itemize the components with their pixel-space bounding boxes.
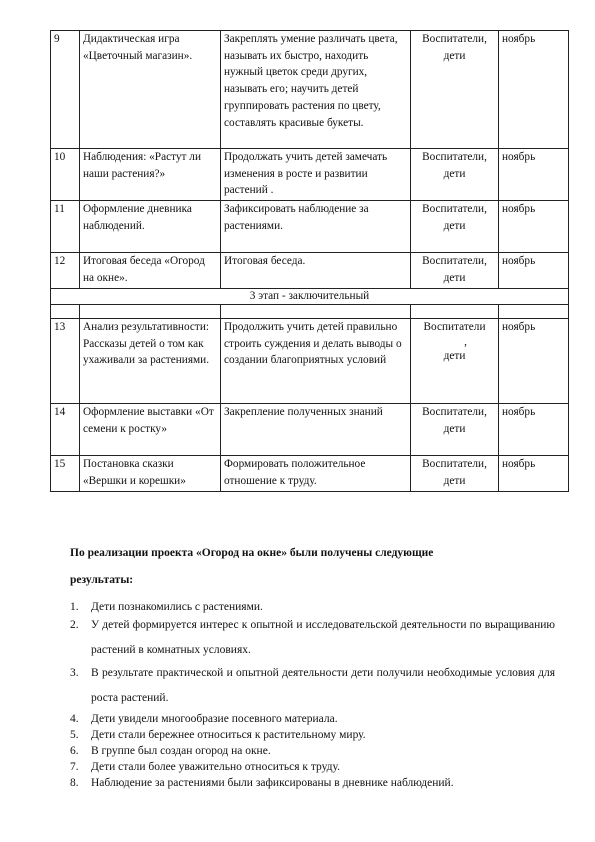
empty-cell <box>80 305 221 319</box>
participants-cell: Воспитатели, дети <box>411 201 499 253</box>
activity-cell: Постановка сказки «Вершки и корешки» <box>80 456 221 492</box>
month-cell: ноябрь <box>499 404 569 456</box>
results-section <box>70 540 555 791</box>
item-number: 7. <box>70 761 79 773</box>
stage-label: 3 этап - заключительный <box>51 289 569 305</box>
item-text: Дети стали бережнее относиться к растительному миру. <box>91 729 366 741</box>
list-item <box>70 743 555 759</box>
goal-cell: Продолжить учить детей правильно строить суждения и делать выводы о создании благоприятных условий <box>221 319 411 404</box>
item-text: Дети стали более уважительно относиться к труду. <box>91 761 340 773</box>
results-heading <box>70 540 555 594</box>
list-item <box>70 665 555 711</box>
empty-cell <box>221 305 411 319</box>
table-row <box>51 201 569 253</box>
participants-line: Воспитатели <box>423 321 486 333</box>
item-number: 8. <box>70 777 79 789</box>
goal-cell: Закрепление полученных знаний <box>221 404 411 456</box>
item-number: 4. <box>70 713 79 725</box>
item-number: 1. <box>70 601 79 613</box>
item-text: В результате практической и опытной деятельности дети получили необходимые условия для роста растений. <box>91 667 555 704</box>
activity-cell: Итоговая беседа «Огород на окне». <box>80 253 221 289</box>
goal-cell: Зафиксировать наблюдение за растениями. <box>221 201 411 253</box>
row-number: 15 <box>51 456 80 492</box>
table-row <box>51 319 569 404</box>
empty-cell <box>499 305 569 319</box>
item-text: В группе был создан огород на окне. <box>91 745 271 757</box>
participants-line: дети <box>443 349 466 362</box>
list-item <box>70 775 555 791</box>
activity-cell: Анализ результативности: Рассказы детей о том как ухаживали за растениями. <box>80 319 221 404</box>
month-cell: ноябрь <box>499 149 569 201</box>
row-number: 10 <box>51 149 80 201</box>
table-row <box>51 456 569 492</box>
month-cell: ноябрь <box>499 253 569 289</box>
empty-cell <box>411 305 499 319</box>
month-cell: ноябрь <box>499 456 569 492</box>
goal-cell: Формировать положительное отношение к труду. <box>221 456 411 492</box>
list-item <box>70 617 555 663</box>
participants-cell: Воспитатели, дети <box>411 31 499 149</box>
participants-cell: Воспитатели, дети <box>411 149 499 201</box>
project-plan-table <box>50 30 569 492</box>
item-text: Наблюдение за растениями были зафиксированы в дневнике наблюдений. <box>91 777 454 789</box>
row-number: 13 <box>51 319 80 404</box>
item-number: 2. <box>70 619 79 631</box>
table-row <box>51 149 569 201</box>
month-cell: ноябрь <box>499 31 569 149</box>
list-item <box>70 711 555 727</box>
row-number: 11 <box>51 201 80 253</box>
empty-row <box>51 305 569 319</box>
item-text: Дети познакомились с растениями. <box>91 601 263 613</box>
activity-cell: Дидактическая игра «Цветочный магазин». <box>80 31 221 149</box>
activity-cell: Оформление дневника наблюдений. <box>80 201 221 253</box>
row-number: 12 <box>51 253 80 289</box>
participants-cell: Воспитатели, дети <box>411 404 499 456</box>
month-cell: ноябрь <box>499 201 569 253</box>
stage-row <box>51 289 569 305</box>
participants-cell: Воспитатели, дети <box>411 253 499 289</box>
results-heading-line: результаты: <box>70 574 134 586</box>
goal-cell: Закреплять умение различать цвета, называть их быстро, находить нужный цветок среди других, называть его; научить детей группировать растения по цвету, составлять красивые букеты. <box>221 31 411 149</box>
table-row <box>51 404 569 456</box>
row-number: 9 <box>51 31 80 149</box>
table-row <box>51 31 569 149</box>
results-list <box>70 599 555 791</box>
empty-cell <box>51 305 80 319</box>
participants-comma: , <box>464 335 467 348</box>
goal-cell: Продолжать учить детей замечать изменения в росте и развитии растений . <box>221 149 411 201</box>
participants-cell: Воспитатели, дети <box>411 456 499 492</box>
list-item <box>70 759 555 775</box>
item-text: Дети увидели многообразие посевного материала. <box>91 713 338 725</box>
month-cell: ноябрь <box>499 319 569 404</box>
activity-cell: Оформление выставки «От семени к ростку» <box>80 404 221 456</box>
activity-cell: Наблюдения: «Растут ли наши растения?» <box>80 149 221 201</box>
item-number: 5. <box>70 729 79 741</box>
goal-cell: Итоговая беседа. <box>221 253 411 289</box>
results-heading-line: По реализации проекта «Огород на окне» были получены следующие <box>70 547 434 559</box>
list-item <box>70 727 555 743</box>
row-number: 14 <box>51 404 80 456</box>
participants-cell <box>411 319 499 404</box>
item-number: 3. <box>70 667 79 679</box>
table-row <box>51 253 569 289</box>
item-text: У детей формируется интерес к опытной и исследовательской деятельности по выращиванию растений в комнатных условиях. <box>91 619 555 656</box>
item-number: 6. <box>70 745 79 757</box>
